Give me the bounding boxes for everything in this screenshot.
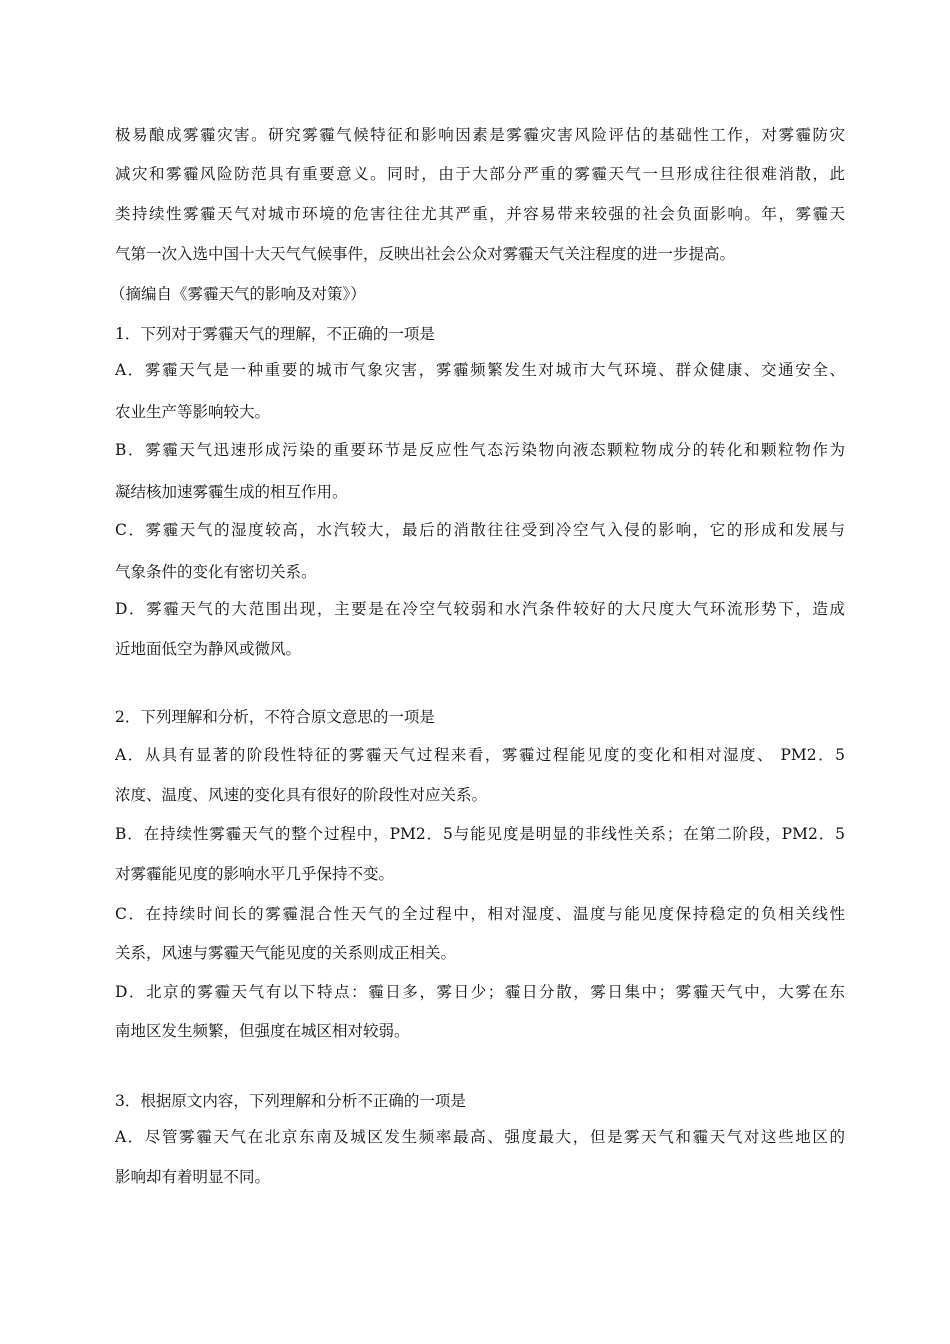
option-line: 近地面低空为静风或微风。	[115, 640, 302, 658]
passage-line: 气第一次入选中国十大天气气候事件，反映出社会公众对雾霾天气关注程度的进一步提高。	[115, 245, 736, 263]
option-line: A．雾霾天气是一种重要的城市气象灾害，雾霾频繁发生对城市大气环境、群众健康、交通安全、	[115, 361, 845, 379]
option-line: A．从具有显著的阶段性特征的雾霾天气过程来看，雾霾过程能见度的变化和相对湿度、 PM2．5	[115, 746, 845, 764]
option-line: A．尽管雾霾天气在北京东南及城区发生频率最高、强度最大，但是雾天气和霾天气对这些地区的	[115, 1128, 845, 1146]
option-line: D．雾霾天气的大范围出现，主要是在冷空气较弱和水汽条件较好的大尺度大气环流形势下，造成	[115, 600, 845, 618]
passage-line: 类持续性雾霾天气对城市环境的危害往往尤其严重，并容易带来较强的社会负面影响。年，雾霾天	[115, 205, 845, 223]
passage-line: 极易酿成雾霾灾害。研究雾霾气候特征和影响因素是雾霾灾害风险评估的基础性工作，对雾霾防灾	[115, 126, 845, 144]
option-line: 关系，风速与雾霾天气能见度的关系则成正相关。	[115, 944, 457, 962]
passage-line: 减灾和雾霾风险防范具有重要意义。同时，由于大部分严重的雾霾天气一旦形成往往很难消散，此	[115, 165, 845, 183]
passage-source: （摘编自《雾霾天气的影响及对策》）	[110, 285, 366, 303]
option-line: 气象条件的变化有密切关系。	[115, 563, 317, 581]
question-stem: 1．下列对于雾霾天气的理解，不正确的一项是	[115, 325, 435, 343]
option-line: 对雾霾能见度的影响水平几乎保持不变。	[115, 865, 395, 883]
option-line: 浓度、温度、风速的变化具有很好的阶段性对应关系。	[115, 786, 488, 804]
question-stem: 2．下列理解和分析，不符合原文意思的一项是	[115, 708, 435, 726]
option-line: C．雾霾天气的湿度较高，水汽较大，最后的消散往往受到冷空气入侵的影响，它的形成和发展与	[115, 521, 845, 539]
option-line: 农业生产等影响较大。	[115, 403, 271, 421]
option-line: 影响却有着明显不同。	[115, 1168, 271, 1186]
option-line: D．北京的雾霾天气有以下特点：霾日多，雾日少；霾日分散，雾日集中；雾霾天气中，大雾在东	[115, 983, 845, 1001]
option-line: C．在持续时间长的雾霾混合性天气的全过程中，相对湿度、温度与能见度保持稳定的负相关线性	[115, 905, 845, 923]
question-stem: 3．根据原文内容，下列理解和分析不正确的一项是	[115, 1092, 466, 1110]
option-line: B．雾霾天气迅速形成污染的重要环节是反应性气态污染物向液态颗粒物成分的转化和颗粒物作为	[115, 441, 845, 459]
option-line: 凝结核加速雾霾生成的相互作用。	[115, 483, 348, 501]
option-line: 南地区发生频繁，但强度在城区相对较弱。	[115, 1022, 410, 1040]
option-line: B．在持续性雾霾天气的整个过程中，PM2．5与能见度是明显的非线性关系；在第二阶段，PM2．5	[115, 825, 845, 843]
